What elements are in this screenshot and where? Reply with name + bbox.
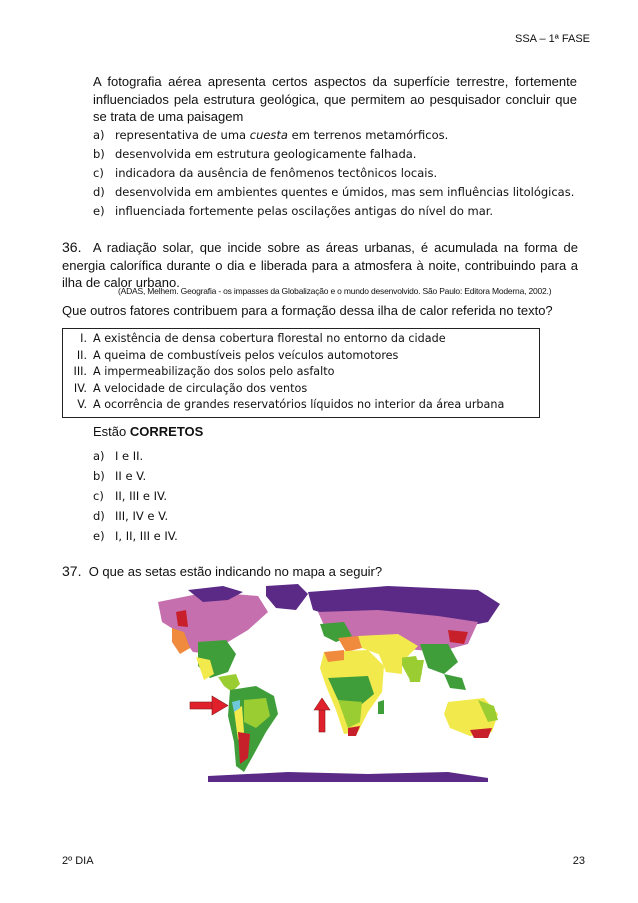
q36-option-c[interactable]: c) II, III e IV.: [93, 489, 168, 503]
q36-statement-5: V. A ocorrência de grandes reservatórios líquidos no interior da área urbana: [77, 398, 505, 411]
q35-option-d[interactable]: d) desenvolvida em ambientes quentes e úmidos, mas sem influências litológicas.: [93, 185, 575, 199]
arrow-south-america: [190, 696, 228, 715]
q35-options: [93, 126, 593, 221]
q36-question: Que outros fatores contribuem para a formação dessa ilha de calor referida no texto?: [62, 303, 553, 318]
q35-option-e[interactable]: e) influenciada fortemente pelas oscilações antigas do nível do mar.: [93, 204, 494, 218]
q36-option-b[interactable]: b) II e V.: [93, 469, 147, 483]
q35-option-a-text: representativa de uma cuesta em terrenos metamórficos.: [115, 128, 449, 142]
south-america: [228, 686, 278, 772]
q37-question-line: [62, 563, 582, 581]
north-america: [158, 586, 268, 692]
q35-option-b[interactable]: b) desenvolvida em estrutura geologicamente falhada.: [93, 147, 417, 161]
arrow-africa: [314, 698, 330, 732]
q36-statement-4: IV. A velocidade de circulação dos ventos: [73, 381, 308, 395]
q36-number: 36.: [62, 239, 82, 255]
world-biome-map: [148, 582, 503, 782]
q36-statement-3: III. A impermeabilização dos solos pelo asfalto: [73, 365, 335, 378]
q36-body: A radiação solar, que incide sobre as áreas urbanas, é acumulada na forma de energia calorífica durante o dia e liberada para a atmosfera à noite, contribuindo para a ilha de calor urbano.: [62, 240, 578, 290]
footer-day: 2º DIA: [62, 855, 94, 867]
q36-option-a[interactable]: a) I e II.: [93, 449, 144, 463]
q36-text: [62, 239, 578, 292]
q35-option-c[interactable]: c) indicadora da ausência de fenômenos tectônicos locais.: [93, 166, 438, 180]
page-header: SSA – 1ª FASE: [514, 33, 590, 45]
q36-statements-box: [62, 328, 540, 418]
arabia-india: [378, 652, 424, 682]
q35-stem: A fotografia aérea apresenta certos aspectos da superfície terrestre, fortemente influenciados pela estrutura geológica, que permitem ao pesquisador concluir que se trata de uma paisagem: [93, 74, 577, 124]
greenland: [266, 584, 308, 610]
q36-options: [93, 446, 393, 546]
footer-page-number: 23: [572, 855, 585, 867]
australia: [444, 698, 498, 738]
q36-prompt: Estão CORRETOS: [93, 424, 204, 439]
q36-option-e[interactable]: e) I, II, III e IV.: [93, 529, 178, 543]
q36-statement-1: I. A existência de densa cobertura florestal no entorno da cidade: [80, 332, 446, 345]
q37-question: O que as setas estão indicando no mapa a seguir?: [88, 564, 383, 579]
q36-statement-2: II. A queima de combustíveis pelos veículos automotores: [76, 348, 399, 362]
q37-number: 37.: [62, 563, 82, 579]
q36-option-d[interactable]: d) III, IV e V.: [93, 509, 169, 523]
q36-citation: (ADAS, Melhem. Geografia - os impasses da Globalização e o mundo desenvolvido. São Paulo: Editora Moderna, 2002.): [118, 286, 552, 296]
q35-option-a[interactable]: a) representativa de uma cuesta em terrenos metamórficos.: [93, 126, 593, 145]
antarctica: [208, 772, 488, 782]
africa: [320, 650, 384, 736]
